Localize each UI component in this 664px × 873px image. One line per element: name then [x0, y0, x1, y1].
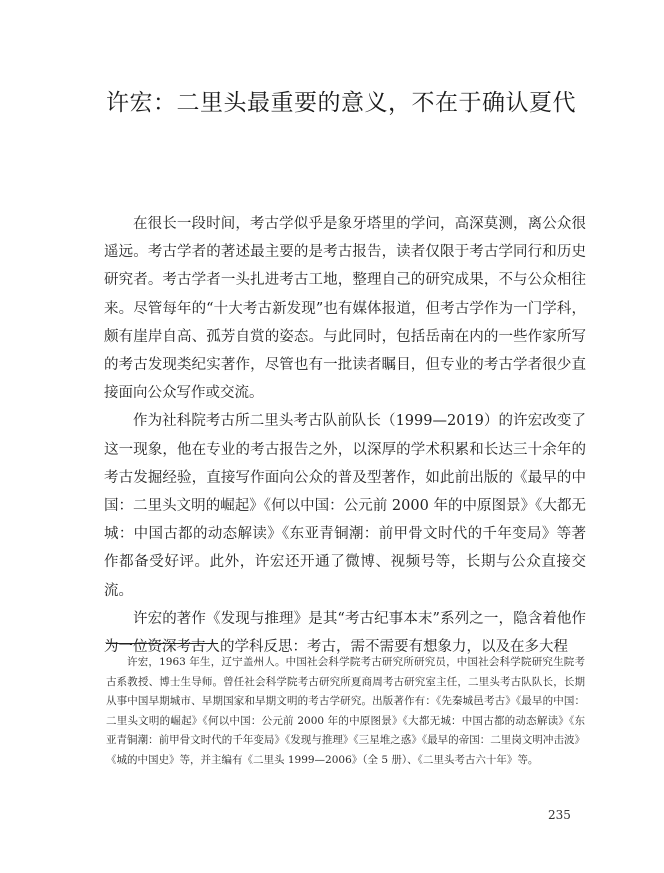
body-paragraph-3: 许宏的著作《发现与推理》是其“考古纪事本末”系列之一，隐含着他作为一位资深考古人的学科反思：考古，需不需要有想象力，以及在多大程: [104, 610, 586, 656]
footnote-divider: [106, 643, 218, 644]
author-footnote: 许宏，1963 年生，辽宁盖州人。中国社会科学院考古研究所研究员，中国社会科学院研究生院考古系教授、博士生导师。曾任社会科学院考古研究所夏商周考古研究室主任，二里头考古队队长，长期从事中国早期城市、早期国家和早期文明的考古学研究。出版著作有：《先秦城邑考古》《最早的中国：二里头文明的崛起》《何以中国：公元前 2000 年的中原图景》《大都无城：中国古都的动态解读》《东亚青铜潮：前甲骨文时代的千年变局》《发现与推理》《三星堆之惑》《最早的帝国：二里岗文明冲击波》《城的中国史》等，并主编有《二里头 1999—2006》（全 5 册）、《二里头考古六十年》等。: [106, 656, 585, 766]
body-paragraph-1: 在很长一段时间，考古学似乎是象牙塔里的学问，高深莫测，离公众很遥远。考古学者的著述最主要的是考古报告，读者仅限于考古学同行和历史研究者。考古学者一头扎进考古工地，整理自己的研究成果，不与公众相往来。尽管每年的“十大考古新发现”也有媒体报道，但考古学作为一门学科，颇有崖岸自高、孤芳自赏的姿态。与此同时，包括岳南在内的一些作家所写的考古发现类纪实著作，尽管也有一批读者瞩目，但专业的考古学者很少直接面向公众写作或交流。: [104, 216, 586, 402]
article-body: [104, 210, 586, 661]
article-title: 许宏：二里头最重要的意义，不在于确认夏代: [106, 90, 576, 116]
body-paragraph-2: 作为社科院考古所二里头考古队前队长（1999—2019）的许宏改变了这一现象，他在专业的考古报告之外，以深厚的学术积累和长达三十余年的考古发掘经验，直接写作面向公众的普及型著作，如此前出版的《最早的中国：二里头文明的崛起》《何以中国：公元前 2000 年的中原图景》《大都无城：中国古都的动态解读》《东亚青铜潮：前甲骨文时代的千年变局》等著作都备受好评。此外，许宏还开通了微博、视频号等，长期与公众直接交流。: [104, 413, 586, 599]
page-number: 235: [548, 808, 571, 822]
